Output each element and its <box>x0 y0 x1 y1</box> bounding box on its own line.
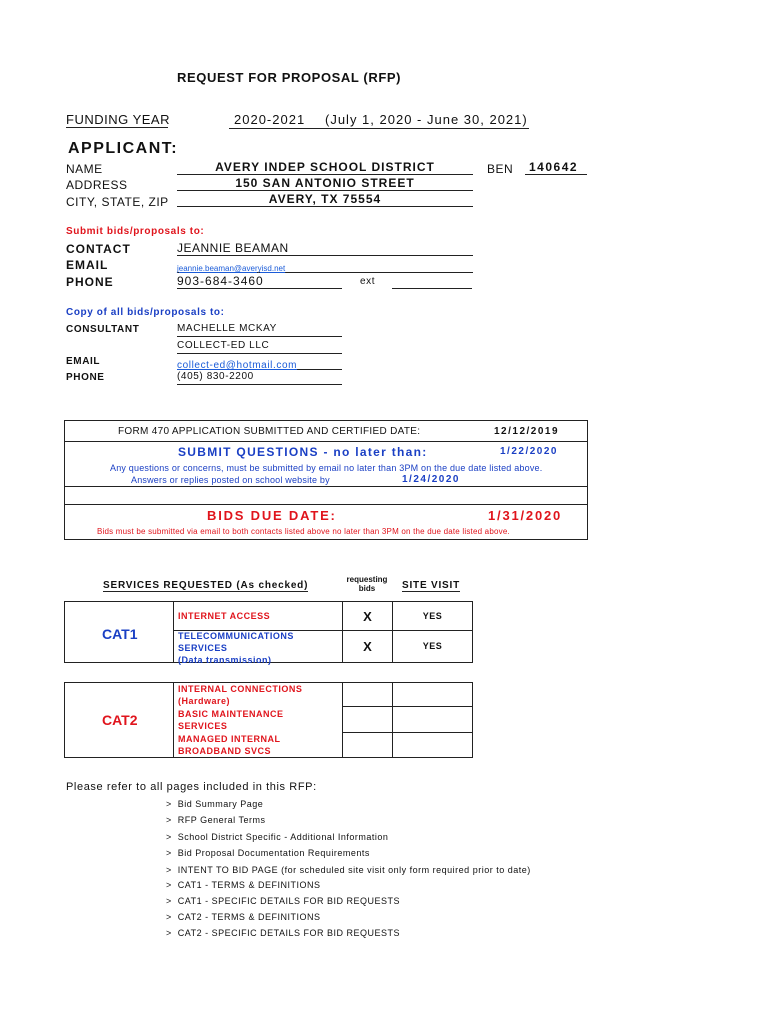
dates-divider-1 <box>64 441 588 442</box>
pages-list-item <box>166 928 400 938</box>
copy-email-label: EMAIL <box>66 356 101 367</box>
pages-list-item <box>166 815 265 825</box>
cat1-item-2-requesting[interactable] <box>342 630 393 663</box>
cat1-item-1-site-visit-value: YES <box>422 611 443 621</box>
dates-divider-2 <box>64 486 588 487</box>
site-visit-header: SITE VISIT <box>402 580 461 591</box>
contact-label: CONTACT <box>66 242 131 256</box>
pages-list-item <box>166 880 320 890</box>
applicant-csz-label: CITY, STATE, ZIP <box>66 195 169 209</box>
bullet-icon: > <box>166 865 172 875</box>
contact-value: JEANNIE BEAMAN <box>177 241 473 256</box>
bids-note: Bids must be submitted via email to both contacts listed above no later than 3PM on the due date listed above. <box>97 527 510 536</box>
cat1-item-2-line3: (Data transmission) <box>178 655 272 665</box>
cat2-site-visit-3 <box>392 732 473 758</box>
questions-date: 1/22/2020 <box>500 446 558 457</box>
bullet-icon: > <box>166 880 172 890</box>
bullet-icon: > <box>166 832 172 842</box>
cat1-item-1-cell <box>173 601 343 631</box>
applicant-address-label: ADDRESS <box>66 178 128 192</box>
cat1-item-1-site-visit <box>392 601 473 631</box>
cat1-item-1-requesting[interactable] <box>342 601 393 631</box>
pages-list-item <box>166 848 370 858</box>
cat2-requesting-2[interactable] <box>342 706 393 733</box>
funding-year-underline <box>229 128 529 129</box>
bullet-icon: > <box>166 815 172 825</box>
pages-list-item-label: Bid Proposal Documentation Requirements <box>177 848 370 858</box>
cat1-item-2-cell <box>173 630 343 663</box>
cat1-label: CAT1 <box>102 626 138 642</box>
ben-value: 140642 <box>525 160 587 175</box>
cat2-item-line5: MANAGED INTERNAL <box>178 733 281 744</box>
cat2-site-visit-2 <box>392 706 473 733</box>
cat1-item-2-check: X <box>363 639 372 654</box>
cat2-item-line2: (Hardware) <box>178 696 231 707</box>
applicant-heading: APPLICANT: <box>68 140 179 157</box>
pages-list-item-label: CAT2 - SPECIFIC DETAILS FOR BID REQUESTS <box>177 928 400 938</box>
questions-label: SUBMIT QUESTIONS - no later than: <box>178 445 428 459</box>
page-title: REQUEST FOR PROPOSAL (RFP) <box>177 70 402 85</box>
form470-date: 12/12/2019 <box>494 426 560 437</box>
funding-year-label: FUNDING YEAR <box>66 112 170 127</box>
pages-list-item-label: INTENT TO BID PAGE (for scheduled site visit only form required prior to date) <box>177 865 531 875</box>
cat1-item-2-site-visit-value: YES <box>422 641 443 651</box>
bullet-icon: > <box>166 912 172 922</box>
bullet-icon: > <box>166 799 172 809</box>
pages-list-item <box>166 865 531 875</box>
requesting-bids-header <box>340 575 394 593</box>
bullet-icon: > <box>166 848 172 858</box>
dates-divider-3 <box>64 504 588 505</box>
funding-year-value: 2020-2021 <box>234 112 306 127</box>
cat2-item-line1: INTERNAL CONNECTIONS <box>178 684 303 694</box>
consultant-label: CONSULTANT <box>66 324 140 335</box>
copy-heading: Copy of all bids/proposals to: <box>66 307 225 318</box>
copy-email-field <box>177 355 342 370</box>
applicant-address-value: 150 SAN ANTONIO STREET <box>177 176 473 191</box>
pages-list-item <box>166 832 388 842</box>
cat2-label: CAT2 <box>102 712 138 728</box>
email-label: EMAIL <box>66 258 109 272</box>
copy-phone-value: (405) 830-2200 <box>177 371 342 385</box>
cat2-requesting-3[interactable] <box>342 732 393 758</box>
pages-list-item <box>166 799 263 809</box>
pages-list-item-label: CAT2 - TERMS & DEFINITIONS <box>177 912 321 922</box>
pages-list-item-label: RFP General Terms <box>177 815 266 825</box>
questions-note: Any questions or concerns, must be submitted by email no later than 3PM on the due date listed above. <box>110 463 543 473</box>
requesting-line2: bids <box>358 584 376 593</box>
cat1-label-cell <box>64 601 174 663</box>
cat1-item-2-line1: TELECOMMUNICATIONS <box>178 631 294 641</box>
ext-label: ext <box>360 276 376 287</box>
pages-list-item-label: CAT1 - SPECIFIC DETAILS FOR BID REQUESTS <box>177 896 400 906</box>
phone-label: PHONE <box>66 275 114 289</box>
cat2-items <box>178 683 302 757</box>
cat1-item-2-name <box>178 630 294 666</box>
pages-list-item <box>166 896 400 906</box>
applicant-name-label: NAME <box>66 162 103 176</box>
pages-list-item-label: CAT1 - TERMS & DEFINITIONS <box>177 880 321 890</box>
company-value: COLLECT-ED LLC <box>177 340 342 354</box>
cat2-label-cell <box>64 682 174 758</box>
cat1-item-2-line2: SERVICES <box>178 643 228 653</box>
cat2-items-cell <box>173 682 343 758</box>
email-field <box>177 258 473 273</box>
requesting-line1: requesting <box>346 575 388 584</box>
pages-list-item-label: School District Specific - Additional Information <box>177 832 389 842</box>
form470-label: FORM 470 APPLICATION SUBMITTED AND CERTIFIED DATE: <box>118 426 421 437</box>
phone-value: 903-684-3460 <box>177 274 342 289</box>
submit-heading: Submit bids/proposals to: <box>66 226 205 237</box>
bullet-icon: > <box>166 928 172 938</box>
cat2-requesting-1[interactable] <box>342 682 393 707</box>
cat2-site-visit-1 <box>392 682 473 707</box>
applicant-name-value: AVERY INDEP SCHOOL DISTRICT <box>177 160 473 175</box>
answers-date: 1/24/2020 <box>402 474 460 485</box>
email-link[interactable]: jeannie.beaman@averyisd.net <box>177 264 286 273</box>
services-heading: SERVICES REQUESTED (As checked) <box>103 580 309 591</box>
pages-list-item <box>166 912 320 922</box>
bids-due-label: BIDS DUE DATE: <box>207 508 337 523</box>
cat1-item-1-check: X <box>363 609 372 624</box>
cat2-item-line6: BROADBAND SVCS <box>178 746 272 757</box>
consultant-value: MACHELLE MCKAY <box>177 323 342 337</box>
answers-note: Answers or replies posted on school website by <box>131 475 330 485</box>
ben-label: BEN <box>487 162 514 176</box>
pages-intro: Please refer to all pages included in this RFP: <box>66 781 317 793</box>
bullet-icon: > <box>166 896 172 906</box>
funding-year-range: (July 1, 2020 - June 30, 2021) <box>325 112 528 127</box>
cat2-item-line4: SERVICES <box>178 721 228 732</box>
copy-email-link[interactable]: collect-ed@hotmail.com <box>177 360 298 371</box>
copy-phone-label: PHONE <box>66 372 105 383</box>
pages-list-item-label: Bid Summary Page <box>177 799 264 809</box>
cat1-item-2-site-visit <box>392 630 473 663</box>
cat1-item-1-name: INTERNET ACCESS <box>178 611 271 621</box>
bids-due-date: 1/31/2020 <box>488 508 563 523</box>
cat2-item-line3: BASIC MAINTENANCE <box>178 708 284 719</box>
applicant-csz-value: AVERY, TX 75554 <box>177 192 473 207</box>
ext-field <box>392 288 472 289</box>
